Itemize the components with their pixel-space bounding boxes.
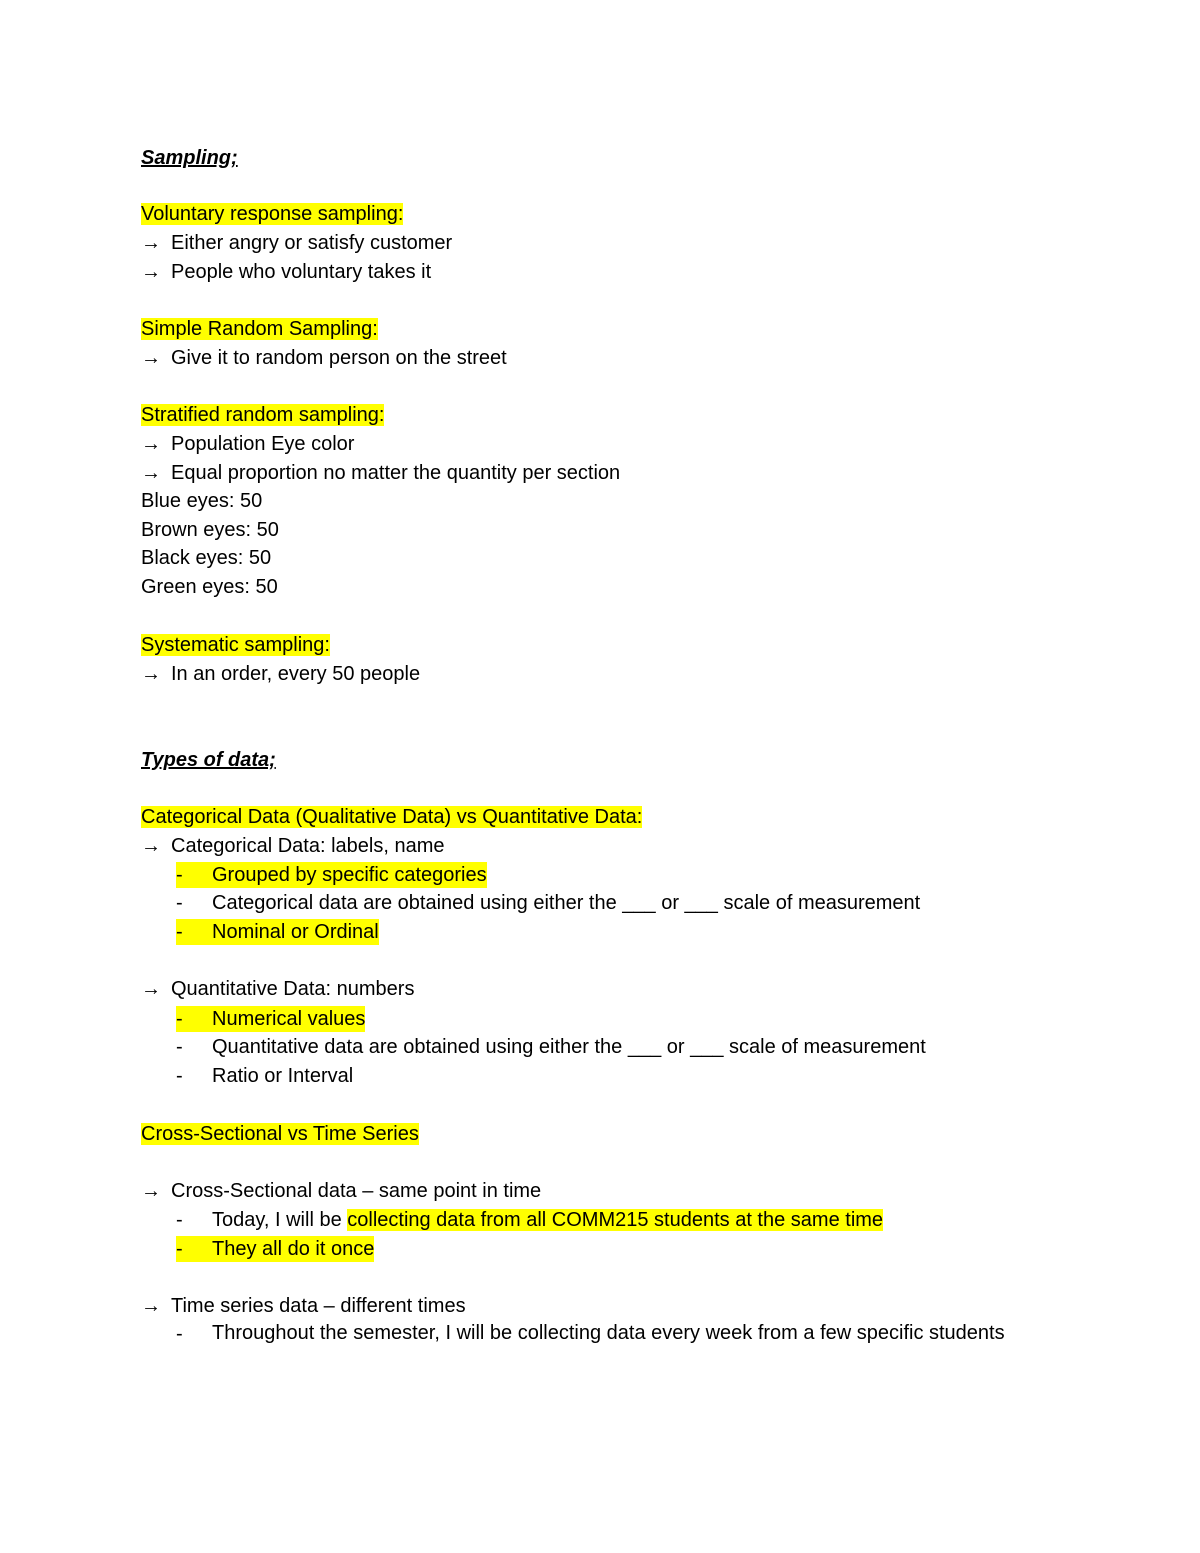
list-item: → People who voluntary takes it	[141, 261, 432, 283]
heading-categorical-vs-quantitative: Categorical Data (Qualitative Data) vs Quantitative Data:	[141, 806, 643, 828]
list-item: → In an order, every 50 people	[141, 663, 421, 685]
arrow-icon: →	[141, 462, 161, 484]
text-line: Black eyes: 50	[141, 547, 272, 569]
heading-systematic: Systematic sampling:	[141, 634, 330, 656]
list-item: → Give it to random person on the street	[141, 347, 507, 369]
section-title-sampling: Sampling;	[141, 147, 238, 169]
list-item: → Population Eye color	[141, 433, 355, 455]
bullet-text: Throughout the semester, I will be collecting data every week from a few specific students	[212, 1322, 1005, 1344]
bullet-item: - Grouped by specific categories	[176, 864, 487, 886]
list-item: → Either angry or satisfy customer	[141, 232, 453, 254]
bullet-item: - Nominal or Ordinal	[176, 921, 379, 943]
list-item: → Equal proportion no matter the quantity per section	[141, 462, 621, 484]
bullet-item: - Today, I will be collecting data from all COMM215 students at the same time	[176, 1209, 884, 1231]
arrow-icon: →	[141, 433, 161, 455]
arrow-icon: →	[141, 347, 161, 369]
heading-stratified: Stratified random sampling:	[141, 404, 385, 426]
text-line: Brown eyes: 50	[141, 519, 279, 541]
bullet-item: - Numerical values	[176, 1008, 366, 1030]
list-item: → Time series data – different times	[141, 1295, 466, 1317]
text-line: Blue eyes: 50	[141, 490, 263, 512]
arrow-icon: →	[141, 663, 161, 685]
arrow-icon: →	[141, 1180, 161, 1202]
heading-voluntary: Voluntary response sampling:	[141, 203, 404, 225]
bullet-item: - They all do it once	[176, 1238, 375, 1260]
list-item: → Categorical Data: labels, name	[141, 835, 445, 857]
arrow-icon: →	[141, 1295, 161, 1317]
arrow-icon: →	[141, 978, 161, 1000]
arrow-icon: →	[141, 261, 161, 283]
heading-simple-random: Simple Random Sampling:	[141, 318, 378, 340]
bullet-item: - Quantitative data are obtained using either the ___ or ___ scale of measurement	[176, 1036, 926, 1058]
section-title-types: Types of data;	[141, 749, 276, 771]
bullet-dash: -	[176, 1323, 183, 1345]
list-item: → Quantitative Data: numbers	[141, 978, 415, 1000]
list-item: → Cross-Sectional data – same point in time	[141, 1180, 542, 1202]
bullet-item: - Ratio or Interval	[176, 1065, 354, 1087]
arrow-icon: →	[141, 835, 161, 857]
text-line: Green eyes: 50	[141, 576, 278, 598]
heading-cross-vs-time: Cross-Sectional vs Time Series	[141, 1123, 419, 1145]
bullet-item: - Categorical data are obtained using either the ___ or ___ scale of measurement	[176, 892, 921, 914]
arrow-icon: →	[141, 232, 161, 254]
